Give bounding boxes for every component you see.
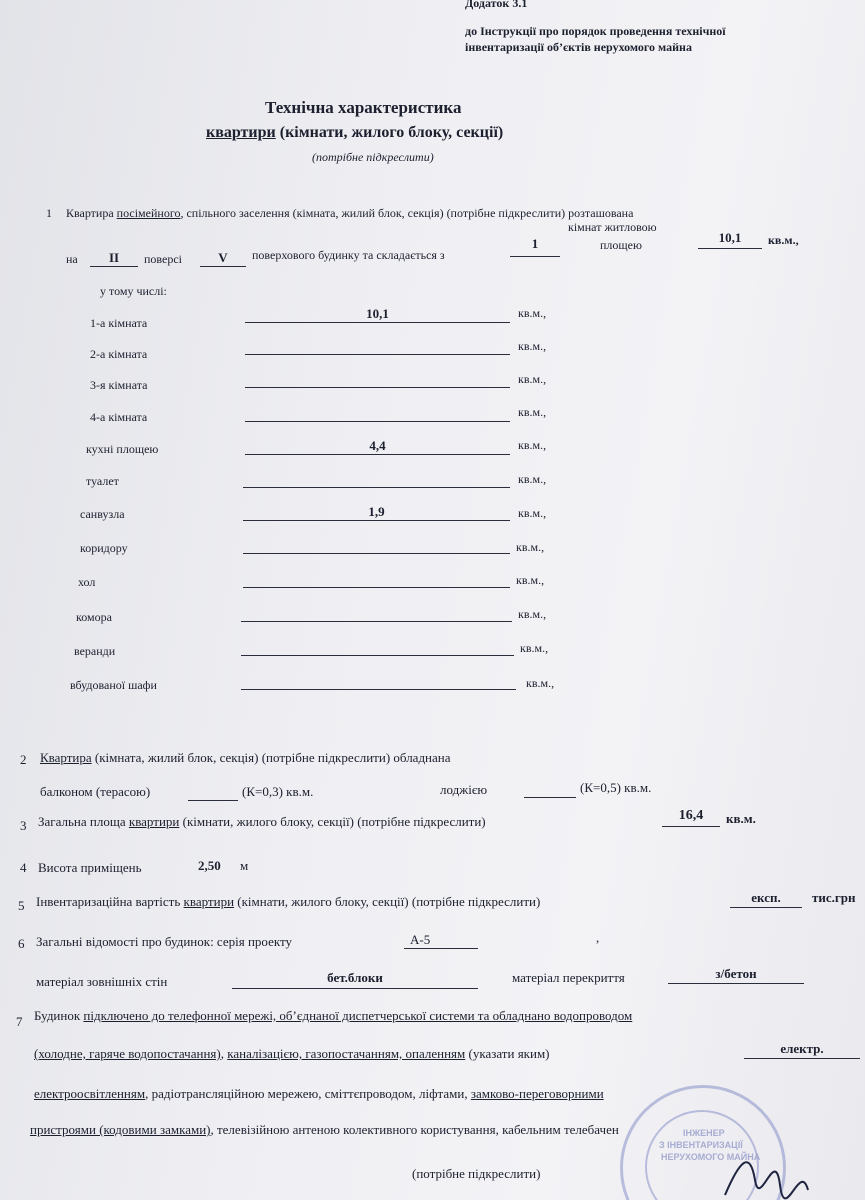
section5-text-b: (кімнати, жилого блоку, секції) (потрібне підкреслити): [234, 894, 541, 909]
row-label-wardrobe: вбудованої шафи: [70, 678, 157, 692]
including-label: у тому числі:: [100, 284, 167, 298]
row-unit-room2: кв.м.,: [518, 339, 547, 353]
storeys-label: поверхового будинку та складається з: [252, 248, 445, 262]
stamp-text-3: НЕРУХОМОГО МАЙНА: [661, 1152, 761, 1162]
section7-line1-underlined: підключено до телефонної мережі, об’єднаної диспетчерської системи та обладнано водопроводом: [83, 1008, 633, 1023]
section7-line2-a: ,: [220, 1046, 228, 1061]
height-label: Висота приміщень: [38, 860, 142, 875]
on-label: на: [66, 252, 78, 266]
rooms-value: 1: [531, 236, 539, 251]
section3-underlined-word: квартири: [128, 814, 180, 829]
living-area-unit: кв.м.,: [768, 233, 799, 247]
section1-text: [66, 206, 633, 221]
series-label: Загальні відомості про будинок: серія проекту: [36, 934, 293, 949]
height-value: 2,50: [198, 858, 221, 873]
section2-underlined-word: Квартира: [40, 750, 92, 765]
section3-number: 3: [20, 818, 27, 833]
row-line-wardrobe: [241, 689, 516, 690]
section7-line2-underlined-2: каналізацією, газопостачанням, опаленням: [227, 1046, 466, 1061]
storeys-value: V: [218, 250, 228, 265]
row-value-room1: 10,1: [366, 306, 389, 321]
row-line-room1: [245, 322, 510, 323]
heating-line: [744, 1058, 860, 1059]
section4-number: 4: [20, 860, 27, 875]
storeys-line: [200, 266, 246, 267]
section7-footer-note: (потрібне підкреслити): [412, 1166, 541, 1181]
row-value-kitchen: 4,4: [369, 438, 386, 453]
row-label-room1: 1-а кімната: [90, 316, 148, 330]
stamp-text-1: ІНЖЕНЕР: [683, 1128, 725, 1138]
section5-underlined-word: квартири: [183, 894, 235, 909]
section7-line3-underlined-2: замково-переговорними: [470, 1086, 604, 1101]
row-unit-hall: кв.м.,: [516, 573, 545, 587]
row-label-room4: 4-а кімната: [90, 410, 148, 424]
row-label-hall: хол: [78, 575, 96, 589]
row-label-corridor: коридору: [80, 541, 128, 555]
section5-number: 5: [18, 898, 25, 913]
row-line-room2: [245, 354, 510, 355]
loggia-label: лоджією: [440, 782, 488, 797]
series-value: А-5: [410, 932, 431, 947]
section7-line4-underlined: пристроями (кодовими замками): [30, 1122, 211, 1137]
floor-label: поверсі: [144, 252, 183, 266]
section1-text-a: Квартира: [66, 206, 117, 220]
row-line-kitchen: [245, 454, 510, 455]
row-line-room3: [245, 387, 510, 388]
walls-line: [232, 988, 478, 989]
row-value-bathroom: 1,9: [368, 504, 385, 519]
total-area-unit: кв.м.: [726, 811, 756, 826]
row-label-storeroom: комора: [76, 610, 112, 624]
section2-number: 2: [20, 752, 27, 767]
row-line-bathroom: [243, 520, 510, 521]
living-area-value: 10,1: [718, 230, 742, 245]
walls-value: бет.блоки: [327, 970, 383, 985]
balcony-line: [188, 800, 238, 801]
appendix-label: Додаток 3.1: [465, 0, 528, 10]
balcony-coefficient: (К=0,3) кв.м.: [242, 784, 314, 799]
floor-material-line: [668, 983, 804, 984]
section7-line4: [30, 1122, 619, 1138]
section7-line3: [34, 1086, 604, 1102]
row-unit-toilet: кв.м.,: [518, 472, 547, 486]
row-line-corridor: [243, 553, 510, 554]
row-unit-kitchen: кв.м.,: [518, 438, 547, 452]
row-label-bathroom: санвузла: [80, 507, 125, 521]
section1-text-c: , спільного заселення (кімната, жилий блок, секція) (потрібне підкреслити) розташована: [180, 206, 634, 220]
instruction-note-line2: інвентаризації об’єктів нерухомого майна: [465, 40, 692, 54]
subtitle-note: (потрібне підкреслити): [312, 150, 434, 164]
row-unit-corridor: кв.м.,: [516, 540, 545, 554]
rooms-label-2: площею: [600, 238, 642, 252]
floor-line: [90, 266, 138, 267]
instruction-note-line1: до Інструкції про порядок проведення технічної: [465, 24, 726, 38]
inventory-value: експ.: [751, 890, 781, 905]
row-line-veranda: [241, 655, 514, 656]
total-area-line: [662, 826, 720, 827]
row-unit-veranda: кв.м.,: [520, 641, 549, 655]
signature-mark: [720, 1140, 810, 1200]
section3-text: [38, 814, 486, 830]
row-label-room2: 2-а кімната: [90, 347, 148, 361]
section7-line3-a: , радіотрансляційною мережею, сміттєпроводом, ліфтами,: [145, 1086, 471, 1101]
row-unit-wardrobe: кв.м.,: [526, 676, 555, 690]
row-unit-room3: кв.м.,: [518, 372, 547, 386]
section2-text: [40, 750, 451, 766]
section5-text: [36, 894, 540, 910]
floor-material-label: матеріал перекриття: [512, 970, 625, 985]
section5-text-a: Інвентаризаційна вартість: [36, 894, 184, 909]
section7-line1: [34, 1008, 632, 1024]
walls-label: матеріал зовнішніх стін: [36, 974, 168, 989]
living-area-line: [698, 248, 762, 249]
section7-line2-b: (указати яким): [465, 1046, 550, 1061]
section6-number: 6: [18, 936, 25, 951]
row-line-hall: [243, 587, 510, 588]
height-unit: м: [240, 858, 249, 873]
loggia-line: [524, 797, 576, 798]
series-comma: ,: [596, 930, 600, 945]
row-unit-bathroom: кв.м.,: [518, 506, 547, 520]
row-unit-room1: кв.м.,: [518, 306, 547, 320]
document-title: Технічна характеристика: [265, 98, 462, 117]
floor-material-value: з/бетон: [715, 966, 757, 981]
section7-number: 7: [16, 1014, 23, 1029]
section2-rest: (кімната, жилий блок, секція) (потрібне підкреслити) обладнана: [91, 750, 451, 765]
section3-text-b: (кімнати, жилого блоку, секції) (потрібне підкреслити): [179, 814, 486, 829]
section7-line2-underlined-1: (холодне, гаряче водопостачання): [34, 1046, 221, 1061]
section1-underlined-word: посімейного: [116, 206, 181, 220]
section7-line4-a: , телевізійною антеною колективного користування, кабельним телебачен: [210, 1122, 619, 1137]
rooms-label-1: кімнат житловою: [568, 220, 657, 234]
row-unit-storeroom: кв.м.,: [518, 607, 547, 621]
row-label-kitchen: кухні площею: [86, 442, 159, 456]
heating-value: електр.: [780, 1041, 824, 1056]
row-line-toilet: [243, 487, 510, 488]
section3-text-a: Загальна площа: [38, 814, 129, 829]
inventory-unit: тис.грн: [812, 890, 856, 905]
total-area-value: 16,4: [678, 808, 704, 823]
section7-line2: [34, 1046, 550, 1062]
loggia-coefficient: (К=0,5) кв.м.: [580, 780, 652, 795]
stamp-text-2: З ІНВЕНТАРИЗАЦІЇ: [659, 1140, 743, 1150]
balcony-label: балконом (терасою): [40, 784, 151, 799]
subtitle-underlined-word: квартири: [206, 124, 276, 141]
row-unit-room4: кв.м.,: [518, 405, 547, 419]
inventory-value-line: [730, 907, 802, 908]
row-line-storeroom: [241, 621, 512, 622]
section1-number: 1: [46, 206, 52, 220]
row-label-toilet: туалет: [86, 474, 119, 488]
subtitle-rest: (кімнати, жилого блоку, секції): [275, 124, 504, 141]
document-subtitle: [206, 124, 503, 142]
row-label-veranda: веранди: [74, 644, 116, 658]
row-label-room3: 3-я кімната: [90, 378, 148, 392]
floor-value: II: [108, 250, 120, 265]
section7-line1-a: Будинок: [34, 1008, 84, 1023]
rooms-line: [510, 256, 560, 257]
row-line-room4: [245, 421, 510, 422]
section7-line3-underlined: електроосвітленням: [34, 1086, 146, 1101]
series-line: [404, 948, 478, 949]
